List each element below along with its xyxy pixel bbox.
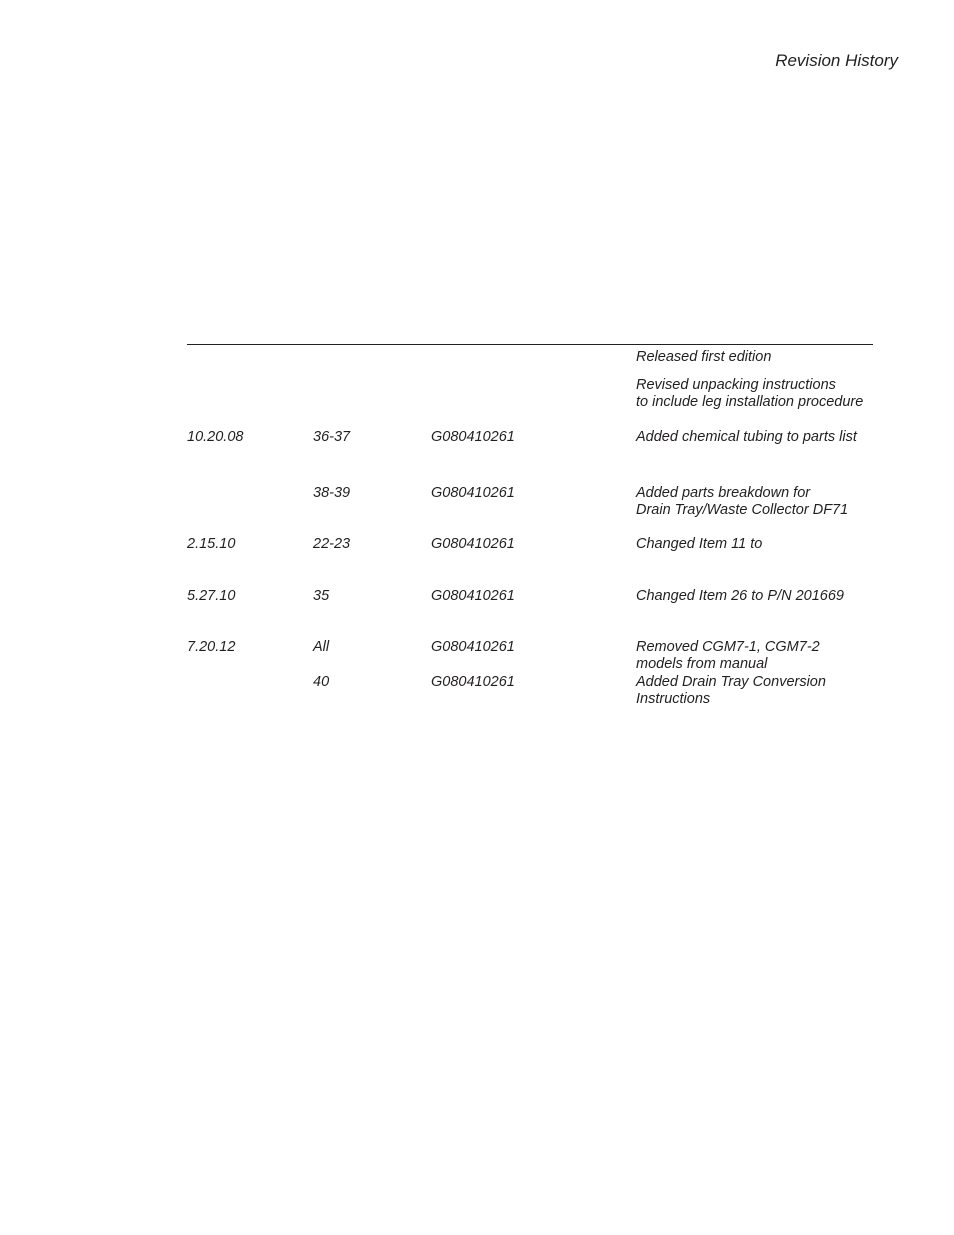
revision-pages: 22-23	[313, 536, 351, 552]
revision-description	[636, 674, 826, 708]
description-line: Added parts breakdown for	[636, 485, 811, 501]
revision-serial: G080410261	[431, 674, 515, 690]
revision-description	[636, 349, 771, 366]
revision-serial: G080410261	[431, 485, 515, 501]
revision-pages: 38-39	[313, 485, 351, 501]
revision-description	[636, 639, 820, 673]
revision-serial: G080410261	[431, 536, 515, 552]
description-line: Added chemical tubing to parts list	[636, 429, 857, 445]
revision-description	[636, 429, 857, 446]
revision-date: 5.27.10	[187, 588, 236, 604]
revision-pages: 36-37	[313, 429, 351, 445]
description-line: Changed Item 26 to P/N 201669	[636, 588, 844, 604]
revision-description	[636, 485, 848, 519]
table-top-rule	[187, 344, 873, 345]
description-line: Removed CGM7-1, CGM7-2	[636, 639, 820, 655]
description-line: Released first edition	[636, 349, 772, 365]
revision-date: 2.15.10	[187, 536, 236, 552]
revision-pages: All	[313, 639, 330, 655]
description-line: models from manual	[636, 656, 768, 672]
revision-serial: G080410261	[431, 639, 515, 655]
description-line: Instructions	[636, 691, 711, 707]
page-header-title: Revision History	[775, 51, 898, 70]
revision-description	[636, 377, 863, 411]
revision-description	[636, 588, 844, 605]
description-line: Revised unpacking instructions	[636, 377, 836, 393]
revision-serial: G080410261	[431, 588, 515, 604]
description-line: Drain Tray/Waste Collector DF71	[636, 502, 849, 518]
revision-pages: 40	[313, 674, 330, 690]
description-line: Changed Item 11 to	[636, 536, 763, 552]
revision-pages: 35	[313, 588, 330, 604]
revision-serial: G080410261	[431, 429, 515, 445]
revision-date: 7.20.12	[187, 639, 236, 655]
description-line: Added Drain Tray Conversion	[636, 674, 826, 690]
revision-date: 10.20.08	[187, 429, 244, 445]
revision-description	[636, 536, 762, 553]
description-line: to include leg installation procedure	[636, 394, 864, 410]
